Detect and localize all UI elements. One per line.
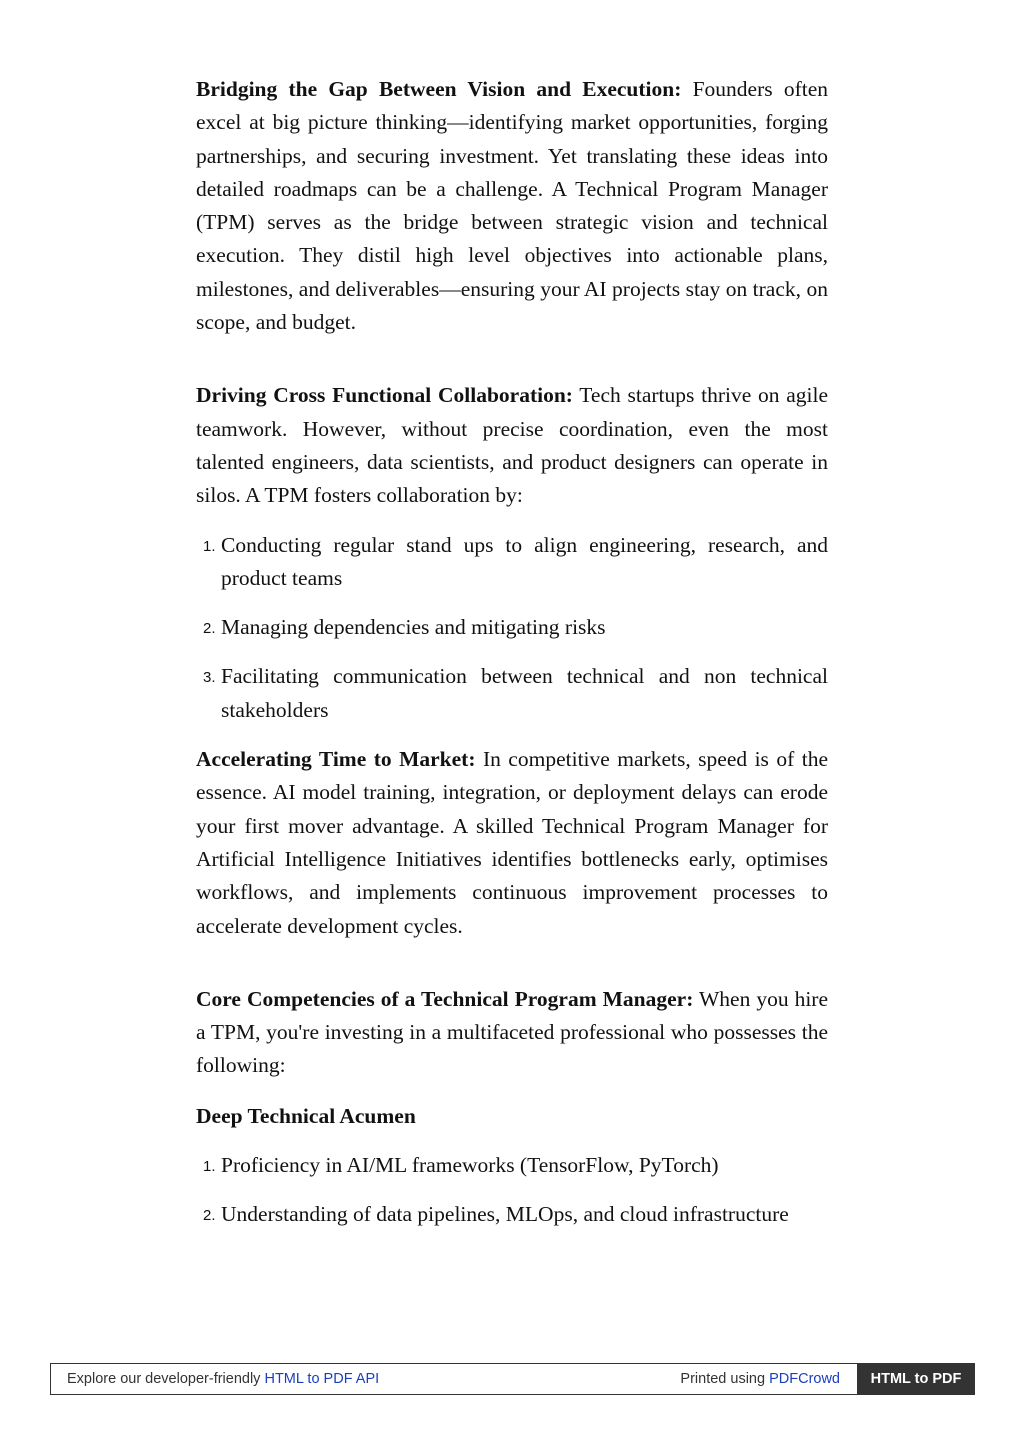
subheading-technical-acumen: Deep Technical Acumen — [196, 1103, 416, 1128]
paragraph-collaboration — [196, 379, 828, 512]
list-item — [196, 529, 828, 596]
pdfcrowd-link[interactable]: PDFCrowd — [769, 1371, 840, 1387]
paragraph-vision-execution — [196, 73, 828, 339]
paragraph-heading: Accelerating Time to Market: — [196, 747, 476, 772]
paragraph-body: Tech startups thrive on agile teamwork. However, without precise coordination, even the most talented engineers, data scientists, and product designers can operate in silos. A TPM fosters collaboration by: — [196, 383, 828, 508]
list-text: Conducting regular stand ups to align engineering, research, and product teams — [221, 532, 828, 590]
list-number: 2. — [203, 1207, 216, 1225]
paragraph-core-competencies — [196, 983, 828, 1083]
paragraph-time-to-market — [196, 743, 828, 943]
footer-printed — [680, 1371, 840, 1387]
paragraph-body: In competitive markets, speed is of the essence. AI model training, integration, or deployment delays can erode your first mover advantage. A skilled Technical Program Manager for Artificial Intelligence Initiatives identifies bottlenecks early, optimises workflows, and implements continuous improvement processes to accelerate development cycles. — [196, 747, 828, 938]
paragraph-heading: Driving Cross Functional Collaboration: — [196, 383, 573, 408]
list-number: 1. — [203, 537, 216, 555]
paragraph-body: When you hire a TPM, you're investing in a multifaceted professional who possesses the following: — [196, 986, 829, 1078]
paragraph-heading: Bridging the Gap Between Vision and Execution: — [196, 77, 682, 101]
list-item — [196, 1149, 828, 1182]
list-item — [196, 660, 828, 727]
list-number: 3. — [203, 669, 216, 687]
footer-printed-text: Printed using — [680, 1371, 770, 1387]
list-number: 2. — [203, 620, 216, 638]
list-text: Facilitating communication between technical and non technical stakeholders — [221, 664, 828, 722]
technical-acumen-list — [196, 1149, 828, 1232]
list-text: Proficiency in AI/ML frameworks (TensorFlow, PyTorch) — [221, 1153, 719, 1178]
paragraph-body: Founders often excel at big picture thinking—identifying market opportunities, forging partnerships, and securing investment. Yet translating these ideas into detailed roadmaps can be a challenge. A Technical Program Manager (TPM) serves as the bridge between strategic vision and technical execution. They distil high level objectives into actionable plans, milestones, and deliverables—ensuring your AI projects stay on track, on scope, and budget. — [196, 77, 828, 335]
html-to-pdf-badge[interactable]: HTML to PDF — [857, 1363, 975, 1395]
list-text: Managing dependencies and mitigating risks — [221, 615, 606, 640]
pdfcrowd-footer — [50, 1363, 975, 1395]
footer-explore-text: Explore our developer-friendly — [67, 1371, 265, 1387]
document-content — [196, 73, 828, 1232]
html-to-pdf-api-link[interactable]: HTML to PDF API — [264, 1371, 380, 1387]
paragraph-heading: Core Competencies of a Technical Program Manager: — [196, 986, 694, 1011]
list-text: Understanding of data pipelines, MLOps, and cloud infrastructure — [221, 1202, 789, 1227]
list-item — [196, 1198, 828, 1231]
collaboration-list — [196, 529, 828, 727]
list-item — [196, 611, 828, 644]
footer-explore — [67, 1371, 379, 1387]
list-number: 1. — [203, 1158, 216, 1176]
